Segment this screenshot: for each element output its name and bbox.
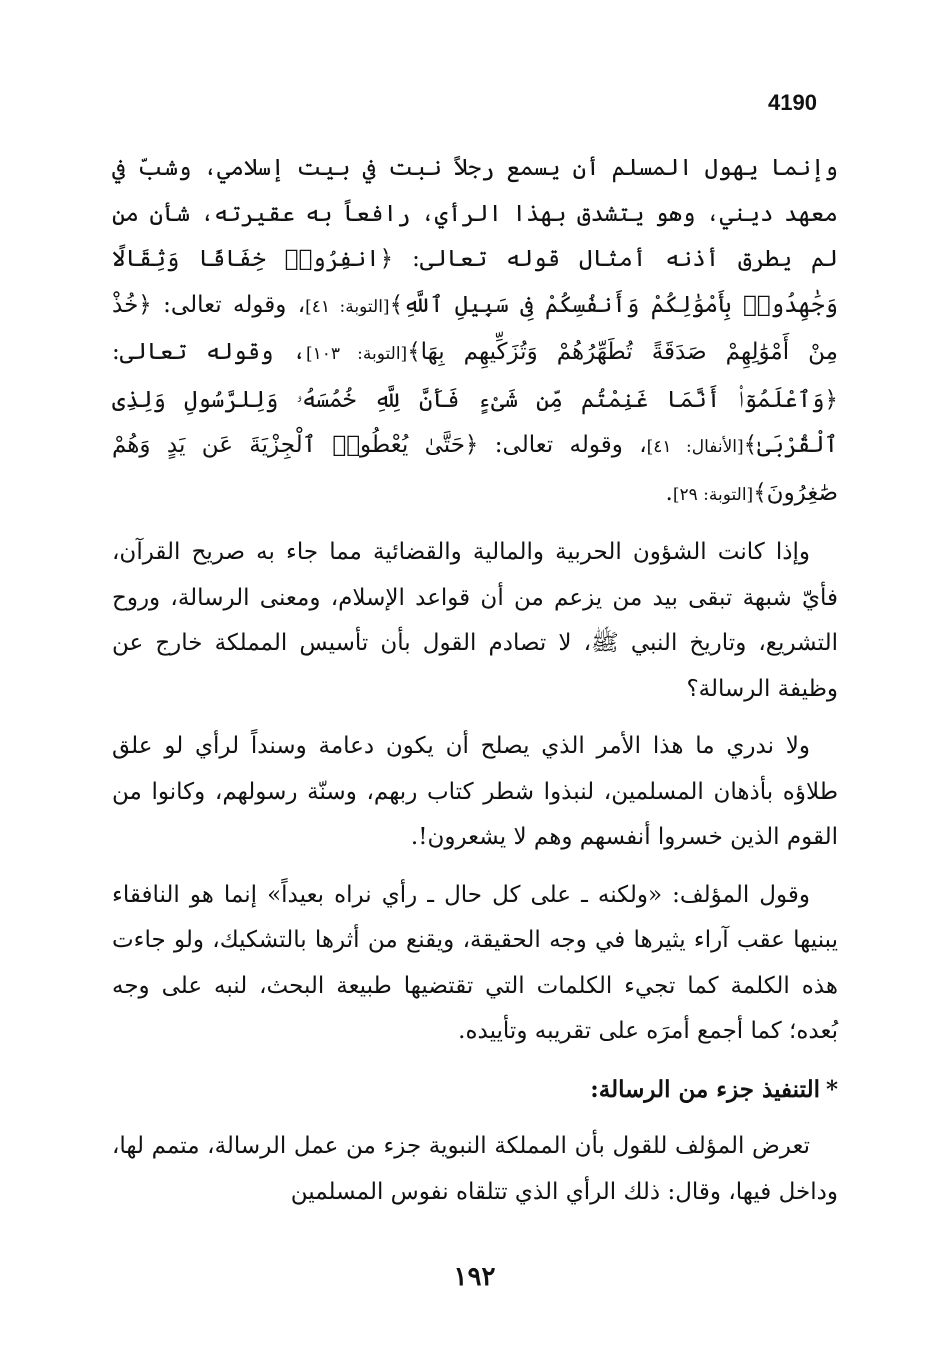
quran-verse: ﴿خُذْ مِنْ أَمْوَٰلِهِمْ صَدَقَةً تُطَهِّرُهُمْ وَتُزَكِّيهِم بِهَا﴾ (112, 291, 838, 365)
paragraph: وإذا كانت الشؤون الحربية والمالية والقضائية مما جاء به صريح القرآن، فأيّ شبهة تبقى بيد من يزعم من أن قواعد الإسلام، ومعنى الرسالة، وروح التشريع، وتاريخ النبي ﷺ، لا تصادم القول بأن تأسيس المملكة خارج عن وظيفة الرسالة؟ (112, 539, 838, 702)
paragraph-text: وإنما يهول المسلم أن يسمع رجلاً نبت في بيت إسلامي، وشبّ في معهد ديني، وهو يتشدق بهذا الرأي، رافعاً به عقيرته، شأن من لم يطرق أذنه أمثال قوله تعالى: (112, 155, 838, 272)
paragraph-text: . (665, 479, 673, 506)
quran-verse: ﴿حَتَّىٰ يُعْطُوا۟ ٱلْجِزْيَةَ عَن يَدٍ وَهُمْ صَٰغِرُونَ﴾ (112, 432, 838, 506)
paragraph-text: ، وقوله تعالى: (478, 432, 647, 458)
paragraph-text: ، وقوله تعالى: (151, 291, 306, 318)
paragraph-text: ، وقوله تعالى: (112, 339, 307, 365)
paragraph: ولا ندري ما هذا الأمر الذي يصلح أن يكون دعامة وسنداً لرأي لو علق طلاؤه بأذهان المسلمين، لنبذوا شطر كتاب ربهم، وسنّة رسولهم، وكانوا من القوم الذين خسروا أنفسهم وهم لا يشعرون!. (112, 733, 838, 850)
paragraph-quran-verses (112, 146, 838, 518)
section-heading-text: التنفيذ جزء من الرسالة: (590, 1075, 820, 1103)
paragraph: وقول المؤلف: «ولكنه ـ على كل حال ـ رأي نراه بعيداً» إنما هو النافقاء يبنيها عقب آراء يثيرها في وجه الحقيقة، ويقنع من أثرها بالتشكيك، ولو جاءت هذه الكلمة كما تجيء الكلمات التي تقتضيها طبيعة البحث، لنبه على وجه بُعده؛ كما أجمع أمرَه على تقريبه وتأييده. (112, 881, 838, 1044)
verse-reference: [التوبة: ١٠٣] (306, 344, 408, 364)
quran-verse: ﴿وَٱعْلَمُوٓا۟ أَنَّمَا غَنِمْتُم مِّن شَىْءٍ فَأَنَّ لِلَّهِ خُمُسَهُۥ وَلِلرَّسُولِ وَلِذِى ٱلْقُرْبَىٰ﴾ (112, 386, 838, 458)
page-number: ١٩٢ (453, 1262, 496, 1292)
verse-reference: [الأنفال: ٤١] (646, 437, 744, 457)
paragraph: تعرض المؤلف للقول بأن المملكة النبوية جزء من عمل الرسالة، متمم لها، وداخل فيها، وقال: ذلك الرأي الذي تتلقاه نفوس المسلمين (112, 1133, 838, 1205)
bullet-icon: * (825, 1075, 838, 1103)
body-text (112, 146, 838, 1215)
verse-reference: [التوبة: ٤١] (305, 296, 390, 317)
quran-verse: ﴿انفِرُوا۟ خِفَافًا وَثِقَالًا وَجَٰهِدُوا۟ بِأَمْوَٰلِكُمْ وَأَنفُسِكُمْ فِى سَبِيلِ ٱللَّهِ﴾ (112, 246, 838, 318)
section-heading (112, 1067, 838, 1113)
verse-reference: [التوبة: ٢٩] (672, 484, 754, 505)
top-page-number: 4190 (768, 90, 817, 115)
